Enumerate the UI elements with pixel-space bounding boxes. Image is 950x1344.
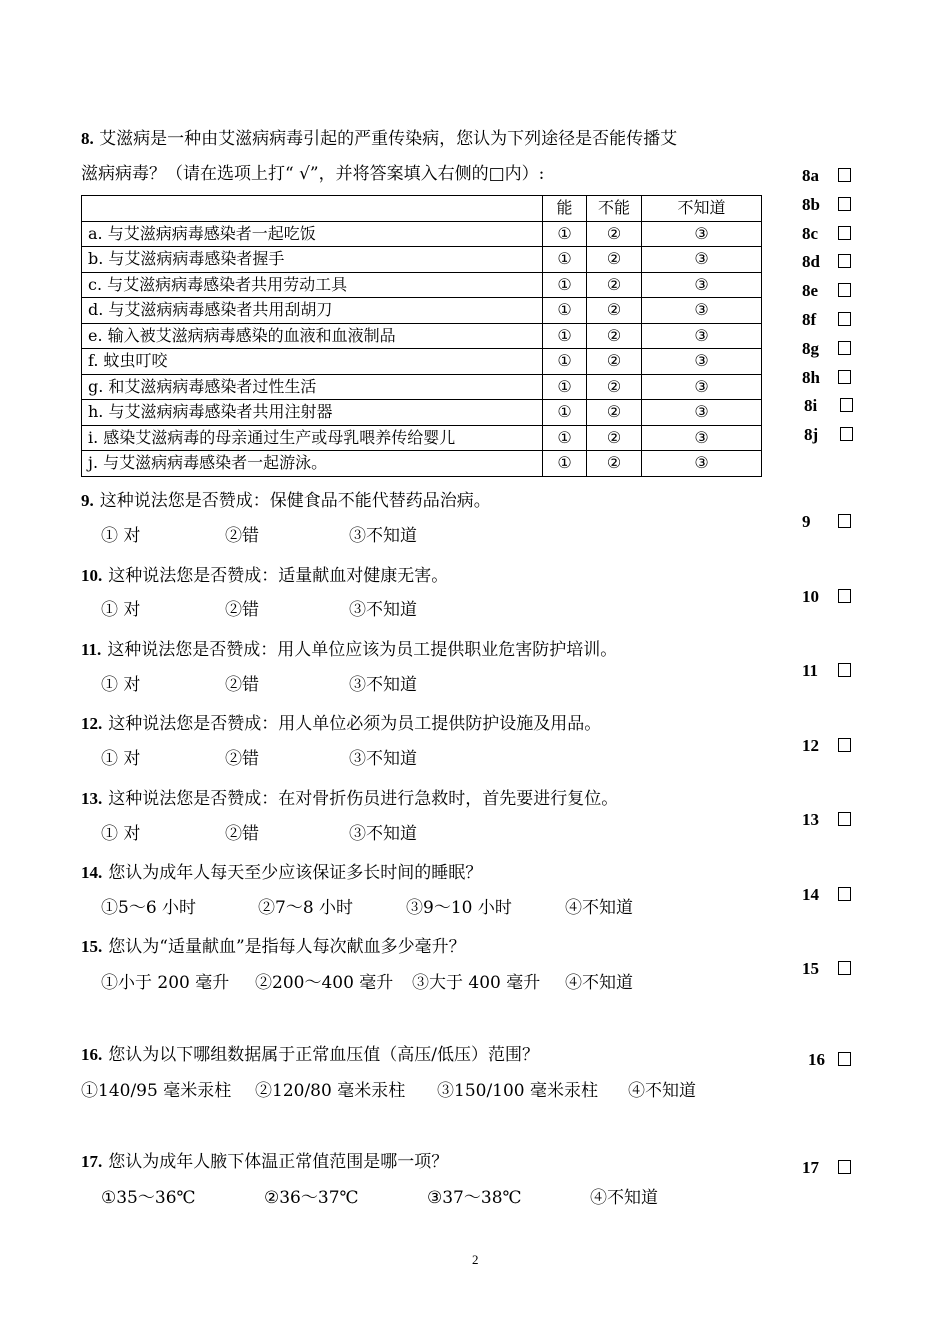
answer-box[interactable]	[838, 370, 851, 384]
answer-box[interactable]	[838, 961, 851, 975]
option[interactable]: ②7～8 小时	[258, 898, 354, 918]
answer-code: 8a	[802, 166, 819, 185]
row-label: f. 蚊虫叮咬	[82, 349, 543, 375]
answer-code: 10	[802, 587, 819, 606]
answer-row-13	[802, 810, 851, 830]
question-number: 13.	[81, 789, 103, 808]
option-yes[interactable]: ①	[543, 425, 587, 451]
q8-text-line1: 艾滋病是一种由艾滋病病毒引起的严重传染病，您认为下列途径是否能传播艾	[99, 129, 678, 149]
question-number: 10.	[81, 566, 103, 585]
answer-box[interactable]	[838, 887, 851, 901]
answer-box[interactable]	[838, 589, 851, 603]
option[interactable]: ③不知道	[349, 600, 417, 620]
option-unknown[interactable]: ③	[642, 272, 762, 298]
header-unknown: 不知道	[642, 196, 762, 222]
option[interactable]: ① 对	[101, 824, 141, 844]
question-text: 这种说法您是否赞成：用人单位必须为员工提供防护设施及用品。	[108, 714, 602, 734]
question-text: 您认为成年人腋下体温正常值范围是哪一项？	[108, 1152, 449, 1172]
option-no[interactable]: ②	[587, 272, 642, 298]
answer-row-8c	[802, 224, 851, 244]
answer-code: 15	[802, 959, 819, 978]
answer-row-8g	[802, 339, 851, 359]
option[interactable]: ②错	[225, 600, 259, 620]
option[interactable]: ②120/80 毫米汞柱	[255, 1081, 406, 1101]
option[interactable]: ④不知道	[565, 973, 633, 993]
question-number: 11.	[81, 640, 102, 659]
option-no[interactable]: ②	[587, 323, 642, 349]
answer-row-8a	[802, 166, 851, 186]
table-row	[82, 451, 762, 477]
answer-row-8d	[802, 252, 851, 272]
option-yes[interactable]: ①	[543, 323, 587, 349]
option[interactable]: ②错	[225, 824, 259, 844]
option-yes[interactable]: ①	[543, 221, 587, 247]
question-text: 您认为成年人每天至少应该保证多长时间的睡眠？	[108, 863, 483, 883]
option[interactable]: ① 对	[101, 675, 141, 695]
answer-row-17	[802, 1158, 851, 1178]
answer-row-14	[802, 885, 851, 905]
answer-code: 8i	[804, 396, 818, 416]
answer-row-8f	[802, 310, 851, 330]
option[interactable]: ① 对	[101, 749, 141, 769]
question-text: 这种说法您是否赞成：保健食品不能代替药品治病。	[99, 491, 491, 511]
answer-code: 8e	[802, 281, 819, 301]
answer-code: 8c	[802, 223, 819, 243]
q8-line1	[81, 124, 677, 149]
row-label: g. 和艾滋病病毒感染者过性生活	[82, 374, 543, 400]
table-row	[82, 374, 762, 400]
row-label: i. 感染艾滋病毒的母亲通过生产或母乳喂养传给婴儿	[82, 425, 543, 451]
table-row	[82, 298, 762, 324]
option-no[interactable]: ②	[587, 349, 642, 375]
answer-box[interactable]	[838, 812, 851, 826]
table-row	[82, 425, 762, 451]
answer-row-10	[802, 587, 851, 607]
answer-box[interactable]	[838, 197, 851, 211]
option-no[interactable]: ②	[587, 374, 642, 400]
option-yes[interactable]: ①	[543, 374, 587, 400]
answer-code: 14	[802, 885, 819, 904]
question-9	[81, 486, 491, 511]
question-number: 17.	[81, 1152, 103, 1171]
answer-code: 8h	[802, 367, 820, 387]
option[interactable]: ④不知道	[628, 1081, 696, 1101]
question-number: 9.	[81, 491, 94, 510]
answer-code: 16	[808, 1050, 825, 1069]
table-row	[82, 272, 762, 298]
option[interactable]: ②错	[225, 749, 259, 769]
question-text: 这种说法您是否赞成：在对骨折伤员进行急救时，首先要进行复位。	[108, 789, 619, 809]
question-14	[81, 858, 482, 883]
option-no[interactable]: ②	[587, 221, 642, 247]
answer-row-8e	[802, 281, 851, 301]
answer-code: 17	[802, 1158, 819, 1177]
answer-code: 8d	[802, 252, 820, 272]
option-unknown[interactable]: ③	[642, 221, 762, 247]
answer-code: 11	[802, 661, 819, 680]
answer-row-11	[802, 661, 851, 681]
question-13	[81, 784, 618, 809]
answer-box[interactable]	[838, 514, 851, 528]
option[interactable]: ②错	[225, 675, 259, 695]
question-10	[81, 561, 448, 586]
option[interactable]: ③不知道	[349, 824, 417, 844]
question-number: 14.	[81, 863, 103, 882]
option[interactable]: ②36～37℃	[264, 1188, 359, 1208]
answer-box[interactable]	[838, 226, 851, 240]
answer-box[interactable]	[838, 312, 851, 326]
row-label: a. 与艾滋病病毒感染者一起吃饭	[82, 221, 543, 247]
option-unknown[interactable]: ③	[642, 374, 762, 400]
option[interactable]: ③150/100 毫米汞柱	[437, 1081, 599, 1101]
option[interactable]: ②错	[225, 526, 259, 546]
option-unknown[interactable]: ③	[642, 451, 762, 477]
table-row	[82, 247, 762, 273]
answer-box[interactable]	[838, 738, 851, 752]
answer-row-16	[808, 1050, 851, 1070]
option[interactable]: ③37～38℃	[427, 1188, 522, 1208]
question-number: 15.	[81, 937, 103, 956]
option-yes[interactable]: ①	[543, 349, 587, 375]
answer-row-12	[802, 736, 851, 756]
option[interactable]: ①140/95 毫米汞柱	[81, 1081, 232, 1101]
question-text: 您认为“适量献血”是指每人每次献血多少毫升？	[108, 937, 466, 957]
q8-table	[81, 195, 762, 477]
option-no[interactable]: ②	[587, 298, 642, 324]
answer-code: 12	[802, 736, 819, 755]
option[interactable]: ②200～400 毫升	[255, 973, 394, 993]
answer-code: 8g	[802, 338, 819, 358]
option[interactable]: ①小于 200 毫升	[101, 973, 230, 993]
question-text: 这种说法您是否赞成：适量献血对健康无害。	[108, 566, 449, 586]
option[interactable]: ① 对	[101, 526, 141, 546]
question-17	[81, 1147, 448, 1172]
option[interactable]: ③大于 400 毫升	[412, 973, 541, 993]
option-no[interactable]: ②	[587, 400, 642, 426]
answer-box[interactable]	[838, 663, 851, 677]
option[interactable]: ③不知道	[349, 749, 417, 769]
row-label: j. 与艾滋病病毒感染者一起游泳。	[82, 451, 543, 477]
option[interactable]: ④不知道	[565, 898, 633, 918]
question-text: 您认为以下哪组数据属于正常血压值（高压/低压）范围？	[108, 1045, 539, 1065]
option-no[interactable]: ②	[587, 425, 642, 451]
option[interactable]: ③不知道	[349, 675, 417, 695]
option-unknown[interactable]: ③	[642, 400, 762, 426]
row-label: e. 输入被艾滋病病毒感染的血液和血液制品	[82, 323, 543, 349]
answer-box[interactable]	[838, 168, 851, 182]
option[interactable]: ①35～36℃	[101, 1188, 196, 1208]
option[interactable]: ①5～6 小时	[101, 898, 197, 918]
answer-row-9	[802, 512, 851, 532]
answer-code: 13	[802, 810, 819, 829]
page-number: 2	[472, 1252, 479, 1267]
question-text: 这种说法您是否赞成：用人单位应该为员工提供职业危害防护培训。	[107, 640, 618, 660]
table-row	[82, 221, 762, 247]
table-row	[82, 323, 762, 349]
header-no: 不能	[587, 196, 642, 222]
answer-box[interactable]	[840, 427, 853, 441]
option-yes[interactable]: ①	[543, 451, 587, 477]
answer-row-8i	[804, 396, 853, 416]
answer-row-8h	[802, 368, 851, 388]
option-unknown[interactable]: ③	[642, 247, 762, 273]
answer-box[interactable]	[838, 254, 851, 268]
option-yes[interactable]: ①	[543, 247, 587, 273]
table-row	[82, 400, 762, 426]
row-label: c. 与艾滋病病毒感染者共用劳动工具	[82, 272, 543, 298]
option-unknown[interactable]: ③	[642, 298, 762, 324]
option-yes[interactable]: ①	[543, 272, 587, 298]
answer-box[interactable]	[838, 1052, 851, 1066]
answer-code: 8j	[804, 425, 819, 445]
option-yes[interactable]: ①	[543, 400, 587, 426]
question-16	[81, 1040, 539, 1065]
question-11	[81, 635, 617, 660]
q8-number: 8.	[81, 129, 94, 148]
question-number: 12.	[81, 714, 103, 733]
question-number: 16.	[81, 1045, 103, 1064]
answer-box[interactable]	[838, 1160, 851, 1174]
answer-box[interactable]	[838, 283, 851, 297]
option-no[interactable]: ②	[587, 247, 642, 273]
header-yes: 能	[543, 196, 587, 222]
answer-box[interactable]	[838, 341, 851, 355]
q8-line2: 滋病病毒？（请在选项上打“ √”，并将答案填入右侧的□内）:	[81, 164, 545, 184]
option[interactable]: ④不知道	[590, 1188, 658, 1208]
option-yes[interactable]: ①	[543, 298, 587, 324]
answer-code: 8b	[802, 194, 820, 214]
header-blank	[82, 196, 543, 222]
option[interactable]: ③9～10 小时	[406, 898, 512, 918]
row-label: d. 与艾滋病病毒感染者共用刮胡刀	[82, 298, 543, 324]
option-no[interactable]: ②	[587, 451, 642, 477]
answer-row-8j	[804, 425, 853, 445]
answer-row-15	[802, 959, 851, 979]
answer-box[interactable]	[840, 398, 853, 412]
table-row	[82, 349, 762, 375]
option-unknown[interactable]: ③	[642, 349, 762, 375]
row-label: b. 与艾滋病病毒感染者握手	[82, 247, 543, 273]
answer-row-8b	[802, 195, 851, 215]
option[interactable]: ③不知道	[349, 526, 417, 546]
option[interactable]: ① 对	[101, 600, 141, 620]
answer-code: 9	[802, 512, 811, 531]
question-12	[81, 709, 601, 734]
q8-table-header	[82, 196, 762, 222]
row-label: h. 与艾滋病病毒感染者共用注射器	[82, 400, 543, 426]
question-15	[81, 932, 466, 957]
option-unknown[interactable]: ③	[642, 323, 762, 349]
option-unknown[interactable]: ③	[642, 425, 762, 451]
answer-code: 8f	[802, 310, 817, 329]
